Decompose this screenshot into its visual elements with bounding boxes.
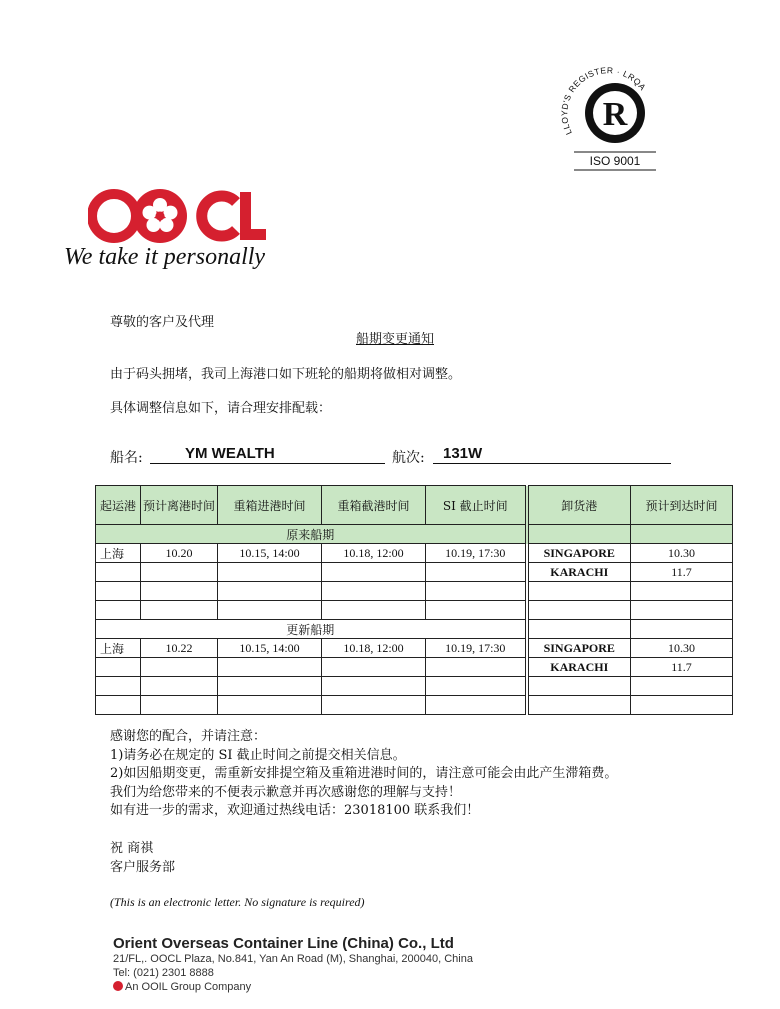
table-cell: 上海	[96, 639, 141, 658]
table-cell	[218, 601, 322, 620]
table-cell	[322, 677, 426, 696]
section-updated-cell	[631, 620, 733, 639]
closing-department: 客户服务部	[110, 860, 176, 875]
header-eta: 预计到达时间	[631, 486, 733, 525]
table-cell: 10.15, 14:00	[218, 639, 322, 658]
vessel-underline	[150, 463, 385, 464]
electronic-letter-note: (This is an electronic letter. No signature is required)	[110, 895, 365, 909]
closing-greeting: 祝 商祺	[110, 841, 154, 856]
oocl-wordmark-graphic	[88, 188, 278, 244]
table-row	[96, 563, 733, 582]
footer-address: 21/FL,. OOCL Plaza, No.841, Yan An Road (M), Shanghai, 200040, China	[113, 953, 473, 965]
table-cell: KARACHI	[527, 658, 631, 677]
table-cell: 上海	[96, 544, 141, 563]
table-cell	[527, 677, 631, 696]
table-row	[96, 696, 733, 715]
oocl-flower-icon	[113, 981, 123, 991]
note-line: 2)如因船期变更，需重新安排提空箱及重箱进港时间的，请注意可能会由此产生滞箱费。	[110, 766, 618, 781]
table-cell	[527, 582, 631, 601]
header-etd: 预计离港时间	[141, 486, 218, 525]
paragraph-2: 具体调整信息如下，请合理安排配载：	[110, 401, 332, 416]
table-cell: SINGAPORE	[527, 544, 631, 563]
table-cell	[322, 696, 426, 715]
table-cell: 10.30	[631, 639, 733, 658]
table-row	[96, 601, 733, 620]
voyage-label: 航次:	[392, 450, 425, 466]
table-cell	[426, 601, 527, 620]
table-row	[96, 544, 733, 563]
section-original-cell	[527, 525, 631, 544]
section-original-cell	[631, 525, 733, 544]
note-line: 感谢您的配合，并请注意：	[110, 729, 267, 744]
vessel-label: 船名:	[110, 450, 143, 466]
table-cell	[141, 601, 218, 620]
table-cell: 11.7	[631, 563, 733, 582]
notes-block	[110, 728, 617, 821]
section-original-label: 原来船期	[96, 525, 527, 544]
table-cell: 10.30	[631, 544, 733, 563]
table-cell	[426, 658, 527, 677]
table-cell	[141, 582, 218, 601]
table-cell	[218, 677, 322, 696]
table-row	[96, 677, 733, 696]
table-cell: 10.18, 12:00	[322, 544, 426, 563]
table-header-row	[96, 486, 733, 525]
paragraph-1: 由于码头拥堵，我司上海港口如下班轮的船期将做相对调整。	[110, 367, 462, 382]
note-line: 1)请务必在规定的 SI 截止时间之前提交相关信息。	[110, 747, 406, 763]
table-cell	[426, 696, 527, 715]
table-cell	[218, 696, 322, 715]
vessel-value: YM WEALTH	[185, 445, 275, 462]
table-cell	[141, 696, 218, 715]
table-cell	[322, 658, 426, 677]
header-si-cutoff: SI 截止时间	[426, 486, 527, 525]
table-cell	[631, 582, 733, 601]
table-cell	[426, 677, 527, 696]
cert-standard: ISO 9001	[589, 154, 641, 168]
notice-title: 船期变更通知	[356, 332, 435, 347]
table-cell	[322, 563, 426, 582]
table-cell: 10.19, 17:30	[426, 639, 527, 658]
table-cell: KARACHI	[527, 563, 631, 582]
table-cell	[527, 601, 631, 620]
table-cell	[141, 677, 218, 696]
table-cell: SINGAPORE	[527, 639, 631, 658]
logo-tagline: We take it personally	[64, 244, 266, 270]
salutation: 尊敬的客户及代理	[110, 315, 215, 330]
table-cell	[218, 658, 322, 677]
table-cell	[631, 677, 733, 696]
table-cell	[527, 696, 631, 715]
note-line: 如有进一步的需求，欢迎通过热线电话：23018100 联系我们！	[110, 803, 480, 818]
footer-group-text: An OOIL Group Company	[125, 981, 252, 993]
note-line: 我们为给您带来的不便表示歉意并再次感谢您的理解与支持！	[110, 784, 462, 800]
table-cell	[96, 696, 141, 715]
table-cell	[96, 601, 141, 620]
table-cell	[96, 658, 141, 677]
voyage-value: 131W	[443, 445, 483, 462]
table-cell	[141, 658, 218, 677]
table-cell	[631, 601, 733, 620]
section-updated	[96, 620, 733, 639]
footer-group	[113, 981, 251, 993]
oocl-logo	[88, 188, 288, 248]
table-row	[96, 658, 733, 677]
table-cell	[322, 601, 426, 620]
table-cell: 10.18, 12:00	[322, 639, 426, 658]
table-cell: 10.22	[141, 639, 218, 658]
table-cell	[426, 582, 527, 601]
table-cell: 10.19, 17:30	[426, 544, 527, 563]
table-cell: 10.15, 14:00	[218, 544, 322, 563]
table-cell	[96, 582, 141, 601]
table-cell	[631, 696, 733, 715]
table-cell: 10.20	[141, 544, 218, 563]
table-cell	[141, 563, 218, 582]
lloyds-register-mark	[552, 55, 662, 175]
voyage-underline	[433, 463, 671, 464]
table-row	[96, 639, 733, 658]
header-discharge-port: 卸货港	[527, 486, 631, 525]
table-cell	[426, 563, 527, 582]
cert-ring-text: LLOYD'S REGISTER · LRQA	[559, 65, 649, 137]
section-original	[96, 525, 733, 544]
header-origin-port: 起运港	[96, 486, 141, 525]
table-row	[96, 582, 733, 601]
table-cell	[218, 563, 322, 582]
header-laden-cutoff: 重箱截港时间	[322, 486, 426, 525]
section-updated-label: 更新船期	[96, 620, 527, 639]
footer-tel: Tel: (021) 2301 8888	[113, 967, 214, 979]
table-cell	[96, 677, 141, 696]
header-laden-gate-in: 重箱进港时间	[218, 486, 322, 525]
table-cell: 11.7	[631, 658, 733, 677]
section-updated-cell	[527, 620, 631, 639]
table-cell	[322, 582, 426, 601]
schedule-table	[95, 485, 733, 715]
table-cell	[96, 563, 141, 582]
footer-company: Orient Overseas Container Line (China) Co., Ltd	[113, 935, 454, 952]
table-cell	[218, 582, 322, 601]
cert-mark-letter: R	[602, 96, 628, 133]
